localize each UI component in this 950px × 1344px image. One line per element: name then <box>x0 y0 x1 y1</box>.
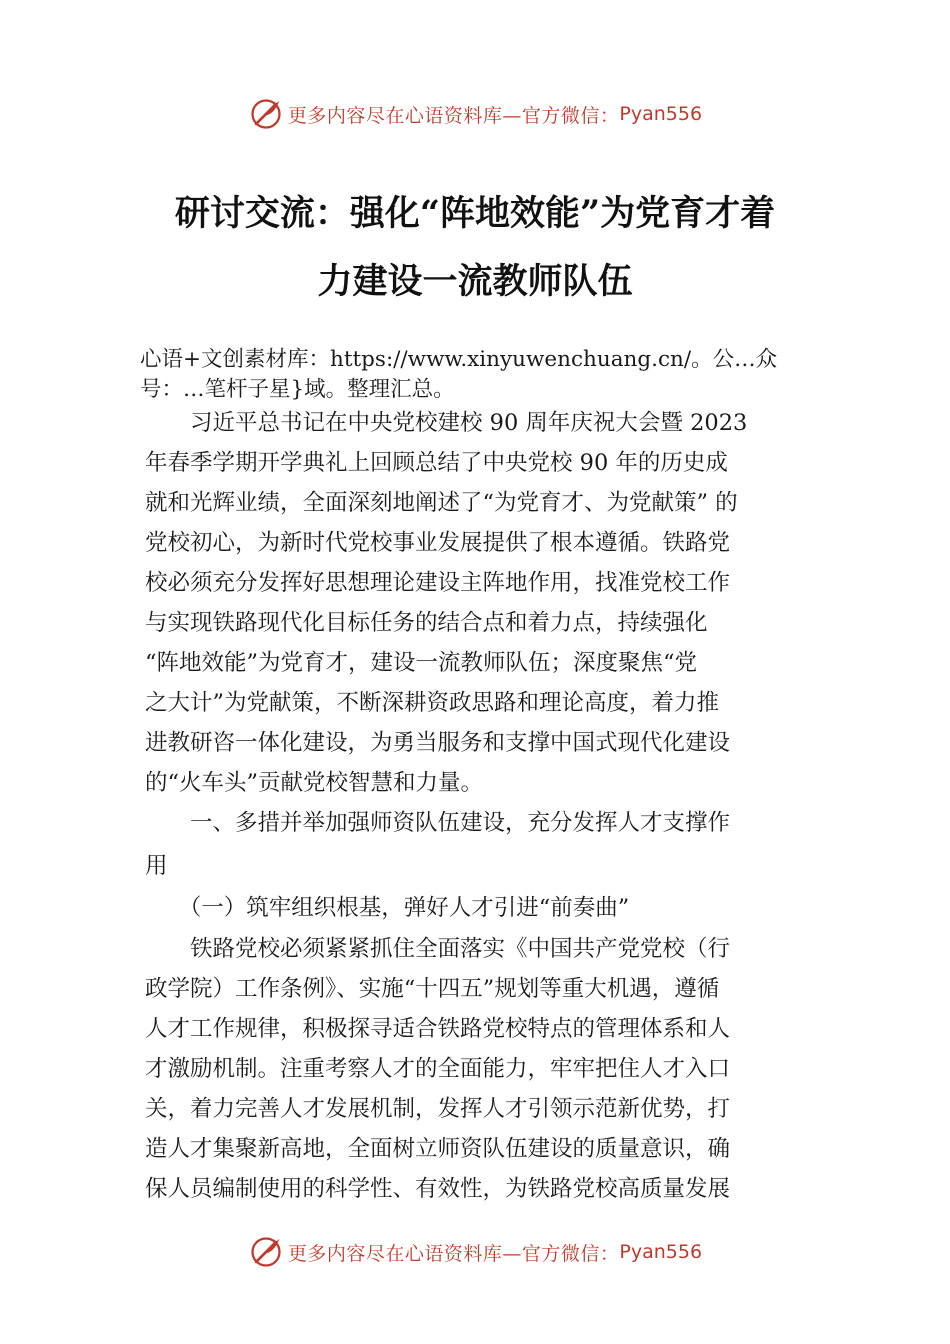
quill-logo-icon <box>248 1234 284 1270</box>
paragraph-line: 进教研咨一体化建设，为勇当服务和支撑中国式现代化建设 <box>145 730 731 756</box>
source-line-2: 号：…笔杆子星}域。整理汇总。 <box>140 377 455 402</box>
quill-logo-icon <box>248 96 284 132</box>
paragraph-line: 年春季学期开学典礼上回顾总结了中央党校 90 年的历史成 <box>145 450 728 476</box>
paragraph-line: “阵地效能”为党育才，建设一流教师队伍；深度聚焦“党 <box>145 650 698 676</box>
paragraph-line: 习近平总书记在中央党校建校 90 周年庆祝大会暨 2023 <box>145 410 748 436</box>
subsection-heading: （一）筑牢组织根基，弹好人才引进“前奏曲” <box>145 895 630 921</box>
paragraph-line: 人才工作规律，积极探寻适合铁路党校特点的管理体系和人 <box>145 1016 731 1042</box>
paragraph-line: 造人才集聚新高地，全面树立师资队伍建设的质量意识，确 <box>145 1136 731 1162</box>
paragraph-line: 的“火车头”贡献党校智慧和力量。 <box>145 770 484 796</box>
banner-text: 更多内容尽在心语资料库—官方微信： <box>287 1242 620 1265</box>
banner-wechat-id: Pyan556 <box>619 103 703 125</box>
paragraph-line: 与实现铁路现代化目标任务的结合点和着力点，持续强化 <box>145 610 708 636</box>
document-title-line-1: 研讨交流：强化“阵地效能”为党育才着 <box>174 193 776 234</box>
paragraph-line: 之大计”为党献策，不断深耕资政思路和理论高度，着力推 <box>145 690 720 716</box>
footer-watermark-banner <box>0 1230 950 1274</box>
paragraph-line: 铁路党校必须紧紧抓住全面落实《中国共产党党校（行 <box>145 936 731 962</box>
paragraph-line: 关，着力完善人才发展机制，发挥人才引领示范新优势，打 <box>145 1096 731 1122</box>
paragraph-line: 才激励机制。注重考察人才的全面能力，牢牢把住人才入口 <box>145 1056 731 1082</box>
paragraph-line: 党校初心，为新时代党校事业发展提供了根本遵循。铁路党 <box>145 530 731 556</box>
section-heading-line: 用 <box>145 853 168 879</box>
banner-wechat-id: Pyan556 <box>619 1241 703 1263</box>
paragraph-line: 校必须充分发挥好思想理论建设主阵地作用，找准党校工作 <box>145 570 731 596</box>
document-title-line-2: 力建设一流教师队伍 <box>317 261 633 302</box>
paragraph-line: 政学院）工作条例》、实施“十四五”规划等重大机遇，遵循 <box>145 976 720 1002</box>
paragraph-line: 就和光辉业绩，全面深刻地阐述了“为党育才、为党献策” 的 <box>145 490 738 516</box>
header-watermark-banner <box>0 92 950 136</box>
banner-text: 更多内容尽在心语资料库—官方微信： <box>287 104 620 127</box>
paragraph-line: 保人员编制使用的科学性、有效性，为铁路党校高质量发展 <box>145 1176 731 1202</box>
source-line-1: 心语+文创素材库：https://www.xinyuwenchuang.cn/。公…众 <box>140 347 778 372</box>
section-heading-line: 一、多措并举加强师资队伍建设，充分发挥人才支撑作 <box>145 810 731 836</box>
